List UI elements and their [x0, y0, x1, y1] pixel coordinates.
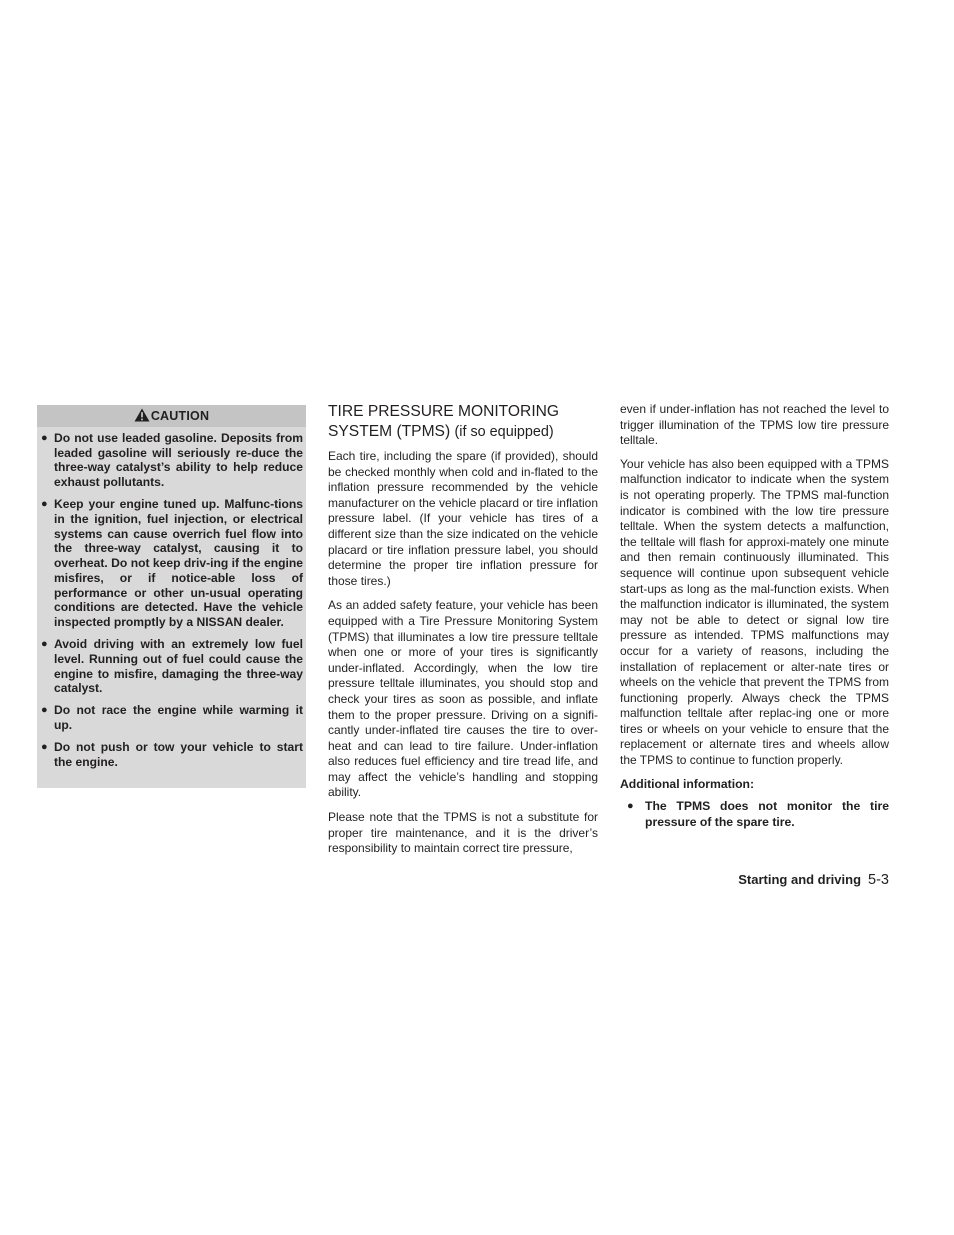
- page-footer: [738, 872, 889, 888]
- warning-triangle-icon: [134, 408, 150, 422]
- bullet-icon: ●: [41, 741, 48, 754]
- caution-list: [37, 427, 306, 770]
- paragraph: Please note that the TPMS is not a substitute for proper tire maintenance, and it is the driver’s responsibility to maintain correct tire pressure,: [328, 810, 598, 856]
- paragraph: Each tire, including the spare (if provided), should be checked monthly when cold and in-flated to the inflation pressure recommended by the vehicle manufacturer on the vehicle placard or tire inflation pressure label. (If your vehicle has tires of a different size than the size indicated on the vehicle placard or tire inflation pressure label, you should determine the proper tire inflation pressure for those tires.): [328, 449, 598, 588]
- additional-info-list: [620, 799, 889, 830]
- bullet-icon: ●: [627, 800, 634, 813]
- bullet-icon: ●: [41, 638, 48, 651]
- paragraph: even if under-inflation has not reached the level to trigger illumination of the TPMS low tire pressure telltale.: [620, 402, 889, 448]
- bullet-icon: ●: [41, 432, 48, 444]
- caution-title: CAUTION: [150, 409, 210, 423]
- middle-column: [328, 402, 598, 866]
- caution-item: ● Keep your engine tuned up. Malfunc-tions in the ignition, fuel injection, or electrical systems can cause overrich fuel flow into the three-way catalyst, causing it to overheat. Do not keep driv-ing if the engine misfires, or if notice-able loss of performance or other un-usual operating conditions are detected. Have the vehicle inspected promptly by a NISSAN dealer.: [41, 497, 303, 629]
- caution-box: [37, 405, 306, 788]
- page-number: 5-3: [868, 872, 889, 888]
- bullet-icon: ●: [41, 498, 48, 511]
- bullet-icon: ●: [41, 704, 48, 717]
- list-item: ● The TPMS does not monitor the tire pressure of the spare tire.: [627, 799, 889, 829]
- additional-info-heading: Additional information:: [620, 776, 755, 791]
- right-column: [620, 402, 889, 830]
- section-subtitle: (if so equipped): [454, 423, 554, 440]
- caution-item: ● Do not race the engine while warming it up.: [41, 703, 303, 733]
- chapter-title: Starting and driving: [738, 872, 862, 887]
- caution-item: ● Do not push or tow your vehicle to start the engine.: [41, 740, 303, 770]
- paragraph: Your vehicle has also been equipped with a TPMS malfunction indicator to indicate when the system is not operating properly. The TPMS mal-function indicator is combined with the low tire pressure telltale. When the system detects a malfunction, the telltale will flash for approxi-mately one minute and then remain continuously illuminated. This sequence will continue upon subsequent vehicle start-ups as long as the mal-function exists. When the malfunction indicator is illuminated, the system may not be able to detect or signal low tire pressure as intended. TPMS malfunctions may occur for a variety of reasons, including the installation of replacement or alter-nate tires or wheels on the vehicle that prevent the TPMS from functioning properly. Always check the TPMS malfunction telltale after replac-ing one or more tires or wheels on your vehicle to ensure that the replacement or alternate tires and wheels allow the TPMS to continue to function properly.: [620, 456, 889, 768]
- caution-item: ● Do not use leaded gasoline. Deposits from leaded gasoline will seriously re-duce the three-way catalyst’s ability to help reduce exhaust pollutants.: [41, 431, 303, 490]
- paragraph: As an added safety feature, your vehicle has been equipped with a Tire Pressure Monitoring System (TPMS) that illuminates a low tire pressure telltale when one or more of your tires is significantly under-inflated. Accordingly, when the low tire pressure telltale illuminates, you should stop and check your tires as soon as possible, and inflate them to the proper pressure. Driving on a signifi-cantly under-inflated tire causes the tire to over-heat and can lead to tire failure. Under-inflation also reduces fuel efficiency and tire tread life, and may affect the vehicle’s handling and stopping ability.: [328, 598, 598, 800]
- caution-item: ● Avoid driving with an extremely low fuel level. Running out of fuel could cause the engine to misfire, damaging the three-way catalyst.: [41, 637, 303, 696]
- caution-header: [37, 405, 306, 427]
- section-title: TIRE PRESSURE MONITORING SYSTEM (TPMS) (if so equipped): [328, 403, 560, 440]
